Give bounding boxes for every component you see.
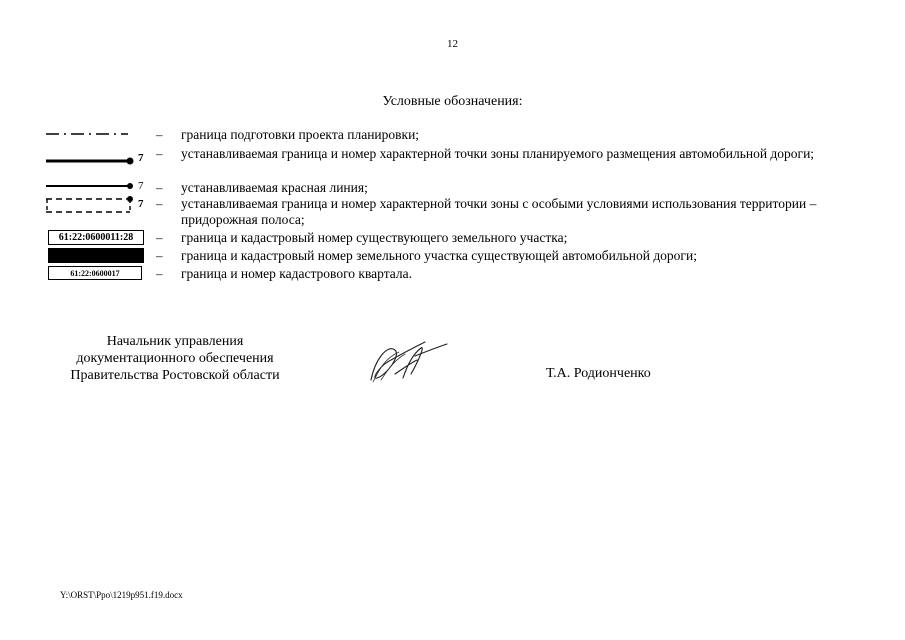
legend-description: граница и кадастровый номер существующего земельного участка;: [181, 230, 568, 245]
legend-description: граница подготовки проекта планировки;: [181, 127, 420, 142]
legend-title: Условные обозначения:: [382, 94, 523, 109]
black-filled-box: [48, 248, 144, 263]
land-parcel-symbol: [46, 230, 156, 246]
position-line: Правительства Ростовской области: [70, 368, 280, 383]
legend-separator: –: [156, 146, 163, 161]
point-number: 7: [138, 180, 144, 192]
legend-description: устанавливаемая красная линия;: [181, 180, 368, 195]
handwritten-signature: [365, 330, 455, 390]
footer-file-path: Y:\ORST\Ppo\1219p951.f19.docx: [60, 590, 183, 600]
legend-description: граница и номер кадастрового квартала.: [181, 266, 413, 281]
page-number: 12: [447, 38, 458, 50]
legend-separator: –: [156, 196, 163, 211]
signatory-position: [60, 333, 290, 384]
position-line: Начальник управления: [106, 334, 244, 349]
cadastral-number-label: 61:22:0600011:28: [48, 230, 144, 245]
position-line: документационного обеспечения: [76, 351, 274, 366]
legend-description: устанавливаемая граница и номер характерной точки зоны с особыми условиями использования территории – придорожная полоса;: [181, 196, 817, 227]
legend-separator: –: [156, 127, 163, 142]
cadastral-quarter-symbol: [46, 266, 156, 282]
legend-separator: –: [156, 180, 163, 195]
legend-description: граница и кадастровый номер земельного участка существующей автомобильной дороги;: [181, 248, 697, 263]
road-parcel-symbol: [46, 248, 156, 264]
signatory-name: Т.А. Родионченко: [546, 366, 651, 381]
point-number: 7: [138, 152, 144, 164]
legend-description: устанавливаемая граница и номер характерной точки зоны планируемого размещения автомобильной дороги;: [181, 146, 815, 161]
dash-dot-line-symbol: [46, 127, 156, 143]
legend-separator: –: [156, 230, 163, 245]
quarter-number-label: 61:22:0600017: [48, 266, 142, 280]
legend-separator: –: [156, 266, 163, 281]
point-number: 7: [138, 198, 144, 210]
legend-separator: –: [156, 248, 163, 263]
